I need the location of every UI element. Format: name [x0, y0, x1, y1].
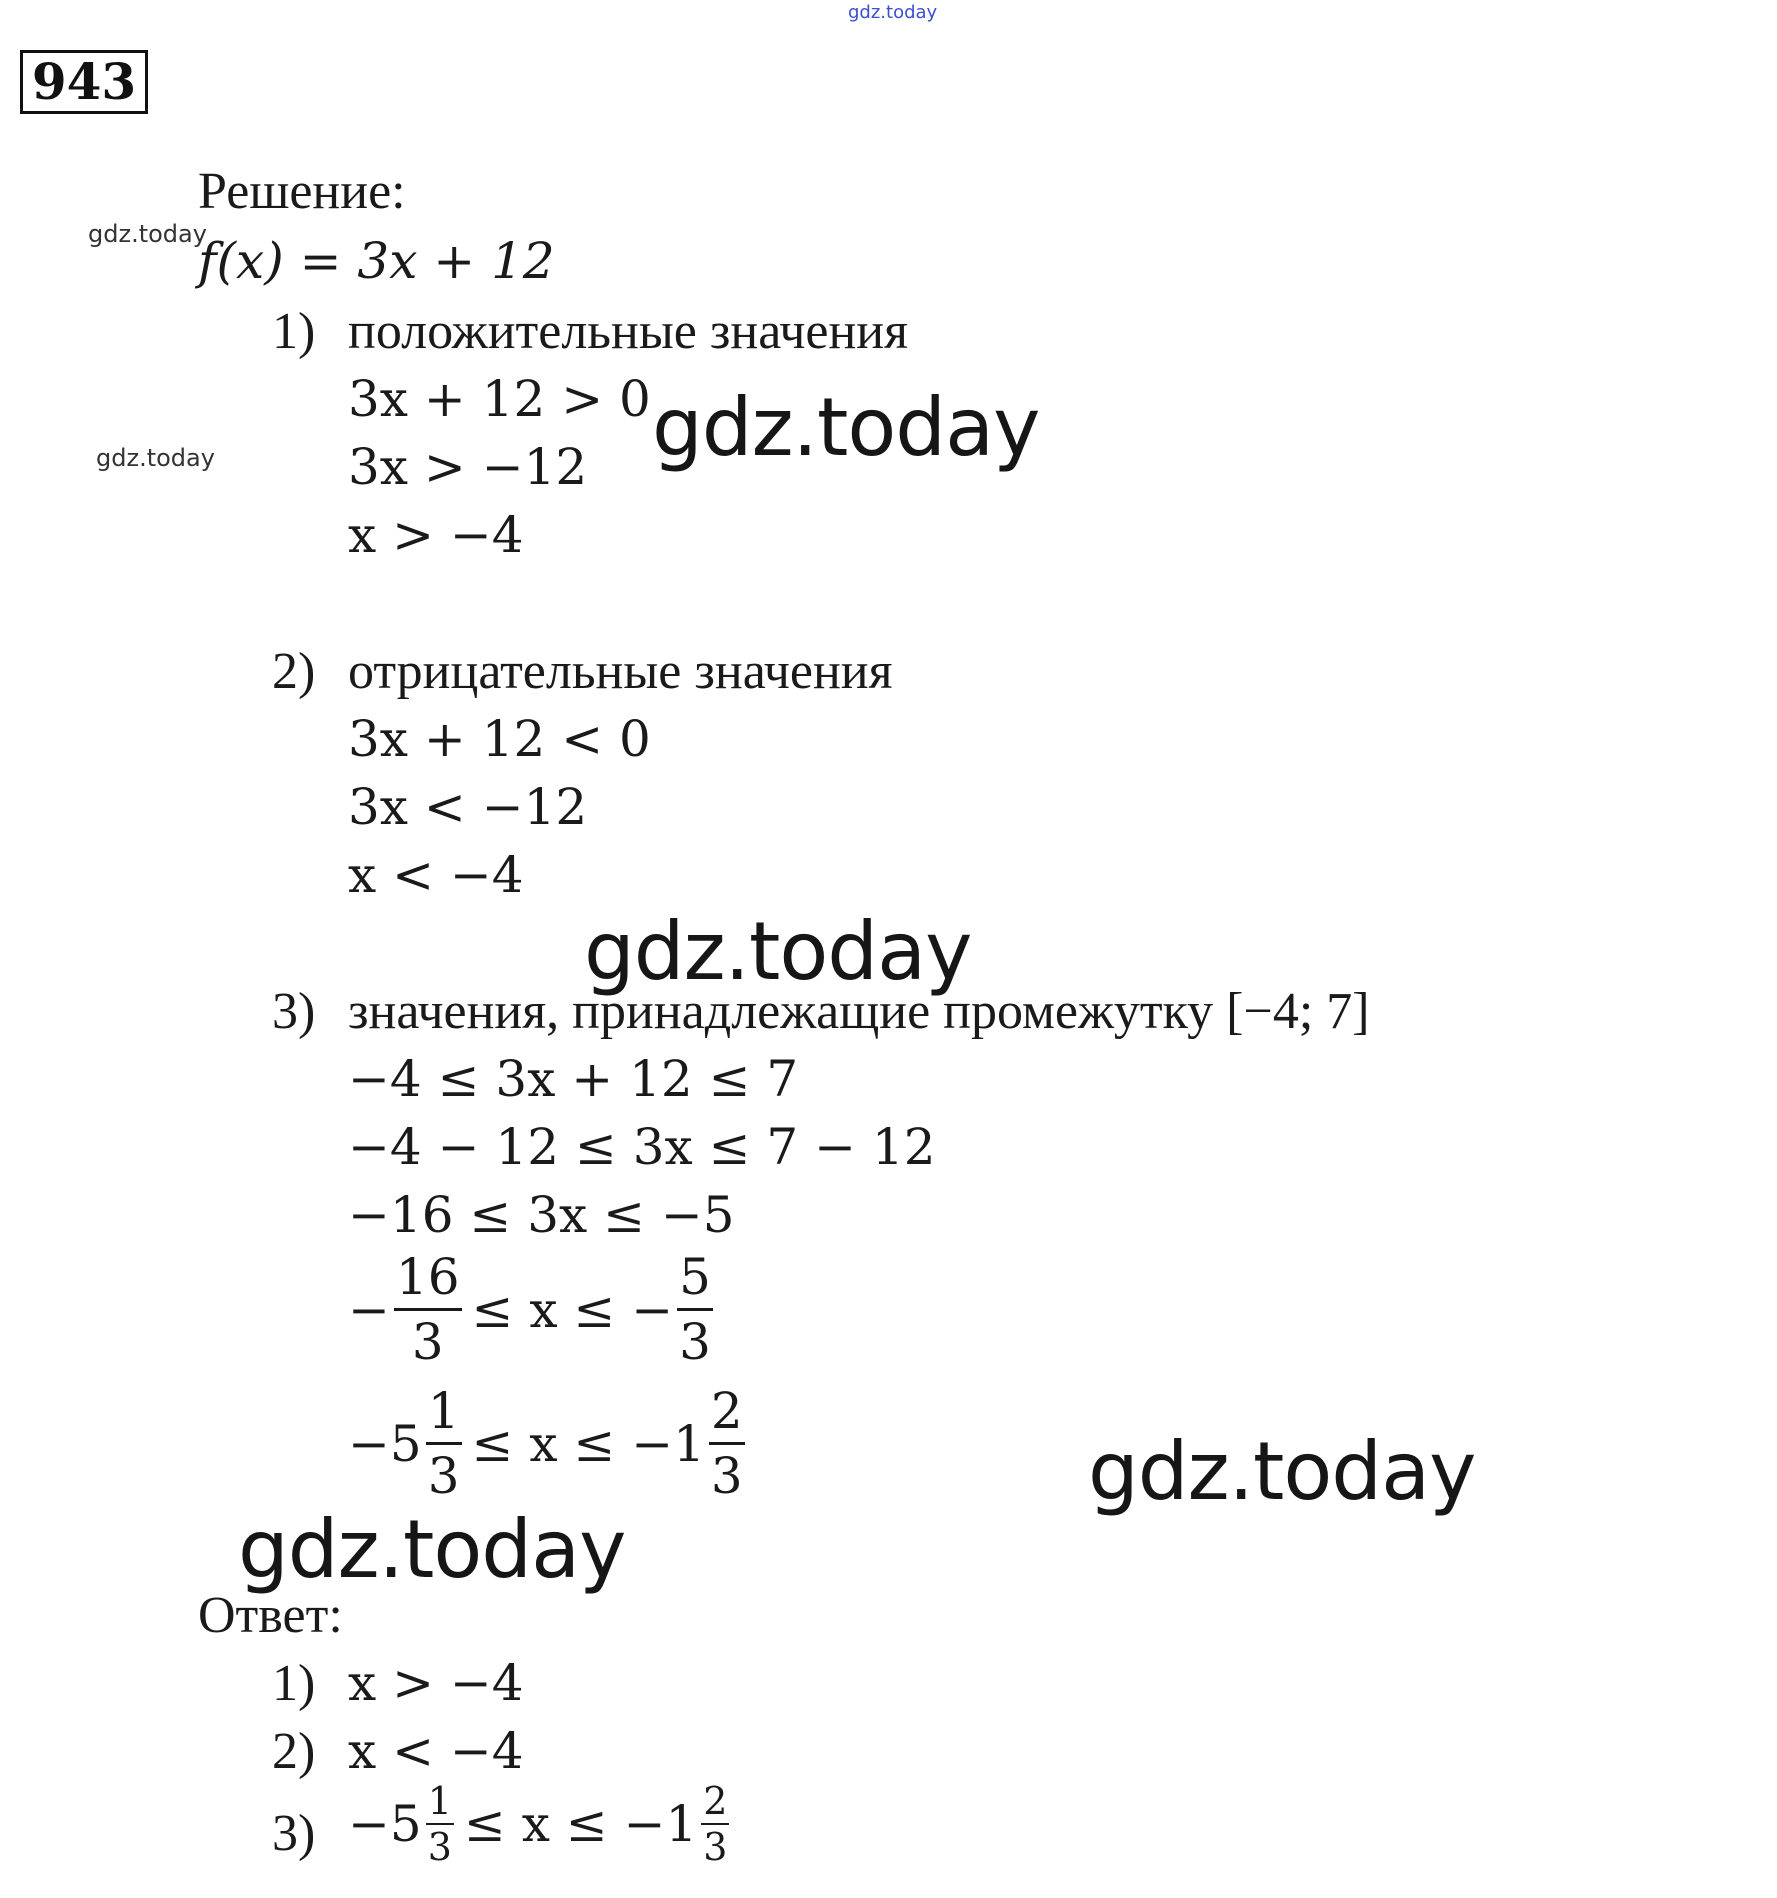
answer-label: Ответ: — [198, 1587, 343, 1644]
numerator: 16 — [395, 1248, 460, 1306]
minus-sign: − — [348, 1280, 390, 1339]
part3-title: значения, принадлежащие промежутку [−4; 7] — [348, 983, 1370, 1040]
part2-step: 3x < −12 — [348, 778, 588, 836]
part3-step: −16 ≤ 3x ≤ −5 — [348, 1186, 735, 1244]
denominator: 3 — [710, 1447, 743, 1505]
numerator: 1 — [427, 1779, 452, 1823]
fraction — [677, 1248, 713, 1371]
fraction — [394, 1248, 462, 1371]
inequality-middle: ≤ x ≤ −1 — [471, 1414, 705, 1473]
part3-fraction-step — [348, 1248, 717, 1371]
fraction-bar — [426, 1442, 462, 1445]
watermark-big: gdz.today — [1088, 1425, 1476, 1518]
part3-step: −4 ≤ 3x + 12 ≤ 7 — [348, 1050, 799, 1108]
answer1-text: x > −4 — [348, 1654, 524, 1712]
fraction-bar — [677, 1308, 713, 1311]
part1-step: x > −4 — [348, 506, 524, 564]
denominator: 3 — [703, 1825, 728, 1869]
part3-step: −4 − 12 ≤ 3x ≤ 7 − 12 — [348, 1118, 936, 1176]
problem-number: 943 — [20, 50, 148, 114]
numerator: 1 — [427, 1382, 460, 1440]
watermark-top: gdz.today — [848, 2, 938, 23]
part2-step: x < −4 — [348, 846, 524, 904]
fraction — [426, 1779, 454, 1869]
part3-label: 3) — [272, 983, 316, 1040]
part1-step: 3x + 12 > 0 — [348, 370, 651, 428]
solution-label: Решение: — [198, 163, 406, 220]
inequality-middle: ≤ x ≤ − — [471, 1280, 674, 1339]
fraction-bar — [394, 1308, 462, 1311]
fraction — [426, 1382, 462, 1505]
denominator: 3 — [411, 1313, 444, 1371]
numerator: 2 — [710, 1382, 743, 1440]
denominator: 3 — [427, 1825, 452, 1869]
answer2-label: 2) — [272, 1723, 316, 1780]
numerator: 5 — [679, 1248, 711, 1306]
function-definition: f(x) = 3x + 12 — [198, 232, 555, 290]
denominator: 3 — [679, 1313, 711, 1371]
watermark-big: gdz.today — [584, 905, 972, 998]
watermark-small: gdz.today — [88, 220, 207, 248]
watermark-small: gdz.today — [96, 444, 215, 472]
answer1-label: 1) — [272, 1655, 316, 1712]
fraction — [709, 1382, 745, 1505]
mixed-whole: −5 — [348, 1414, 422, 1473]
part2-label: 2) — [272, 643, 316, 700]
watermark-big: gdz.today — [652, 381, 1040, 474]
answer2-text: x < −4 — [348, 1722, 524, 1780]
part1-title: положительные значения — [348, 303, 909, 360]
fraction — [701, 1779, 729, 1869]
part1-label: 1) — [272, 303, 316, 360]
denominator: 3 — [427, 1447, 460, 1505]
part2-title: отрицательные значения — [348, 643, 893, 700]
answer3-text — [348, 1779, 733, 1869]
part1-step: 3x > −12 — [348, 438, 588, 496]
mixed-whole: −5 — [348, 1795, 422, 1853]
answer3-label: 3) — [272, 1805, 316, 1862]
part2-step: 3x + 12 < 0 — [348, 710, 651, 768]
part3-mixed-step — [348, 1382, 749, 1505]
watermark-big: gdz.today — [238, 1503, 626, 1596]
fraction-bar — [709, 1442, 745, 1445]
inequality-middle: ≤ x ≤ −1 — [463, 1795, 698, 1853]
numerator: 2 — [703, 1779, 728, 1823]
